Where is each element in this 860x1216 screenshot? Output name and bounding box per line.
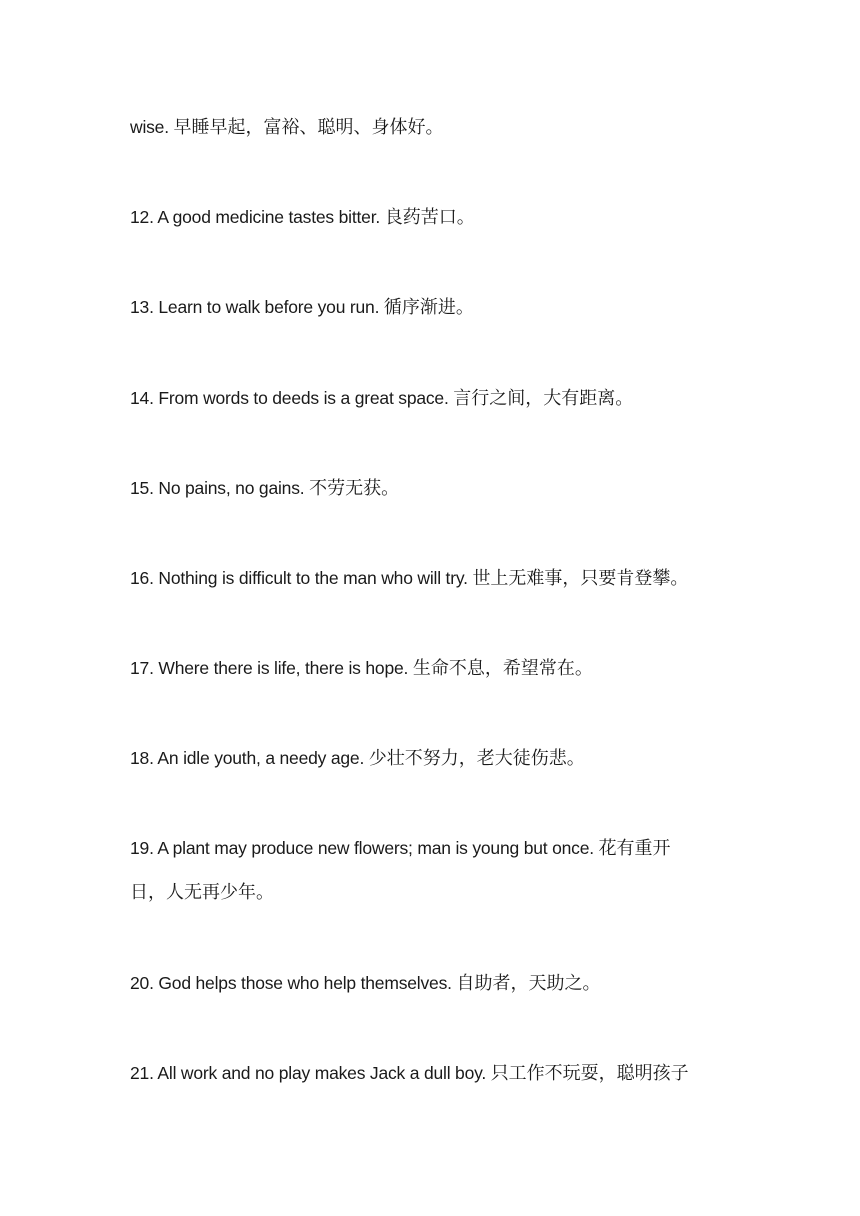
proverb-chinese: 只工作不玩耍，聪明孩子 bbox=[490, 1063, 689, 1084]
proverb-chinese: 良药苦口。 bbox=[384, 207, 475, 228]
proverb-chinese: 生命不息，希望常在。 bbox=[412, 658, 593, 679]
proverb-line bbox=[130, 1060, 689, 1087]
proverb-chinese: 早睡早起，富裕、聪明、身体好。 bbox=[173, 117, 444, 138]
proverb-line bbox=[130, 565, 688, 592]
proverb-english: 19. A plant may produce new flowers; man is young but once. bbox=[130, 838, 599, 858]
proverb-line bbox=[130, 385, 633, 412]
proverb-line bbox=[130, 655, 593, 682]
proverb-line bbox=[130, 294, 474, 321]
proverb-english: 17. Where there is life, there is hope. bbox=[130, 658, 413, 678]
proverb-line bbox=[130, 835, 671, 862]
proverb-chinese: 自助者，天助之。 bbox=[456, 973, 601, 994]
proverb-english: 13. Learn to walk before you run. bbox=[130, 297, 384, 317]
proverb-english: 15. No pains, no gains. bbox=[130, 478, 310, 498]
proverb-english: wise. bbox=[130, 117, 174, 137]
proverb-english: 16. Nothing is difficult to the man who will try. bbox=[130, 568, 473, 588]
proverb-english: 18. An idle youth, a needy age. bbox=[130, 748, 369, 768]
proverb-english: 20. God helps those who help themselves. bbox=[130, 973, 457, 993]
proverb-chinese: 不劳无获。 bbox=[309, 478, 400, 499]
proverb-line bbox=[130, 475, 399, 502]
proverb-line-continuation bbox=[130, 879, 274, 906]
proverb-chinese: 世上无难事，只要肯登攀。 bbox=[472, 568, 689, 589]
proverb-line bbox=[130, 114, 444, 141]
proverb-chinese: 循序渐进。 bbox=[383, 297, 474, 318]
proverb-chinese: 少壮不努力，老大徒伤悲。 bbox=[368, 748, 585, 769]
proverb-line bbox=[130, 745, 585, 772]
proverb-chinese: 日，人无再少年。 bbox=[130, 882, 274, 903]
proverb-english: 21. All work and no play makes Jack a dull boy. bbox=[130, 1063, 491, 1083]
proverb-line bbox=[130, 970, 600, 997]
proverb-english: 14. From words to deeds is a great space. bbox=[130, 388, 454, 408]
proverb-english: 12. A good medicine tastes bitter. bbox=[130, 207, 385, 227]
proverb-chinese: 花有重开 bbox=[598, 838, 671, 859]
proverb-line bbox=[130, 204, 475, 231]
proverb-chinese: 言行之间，大有距离。 bbox=[453, 388, 634, 409]
